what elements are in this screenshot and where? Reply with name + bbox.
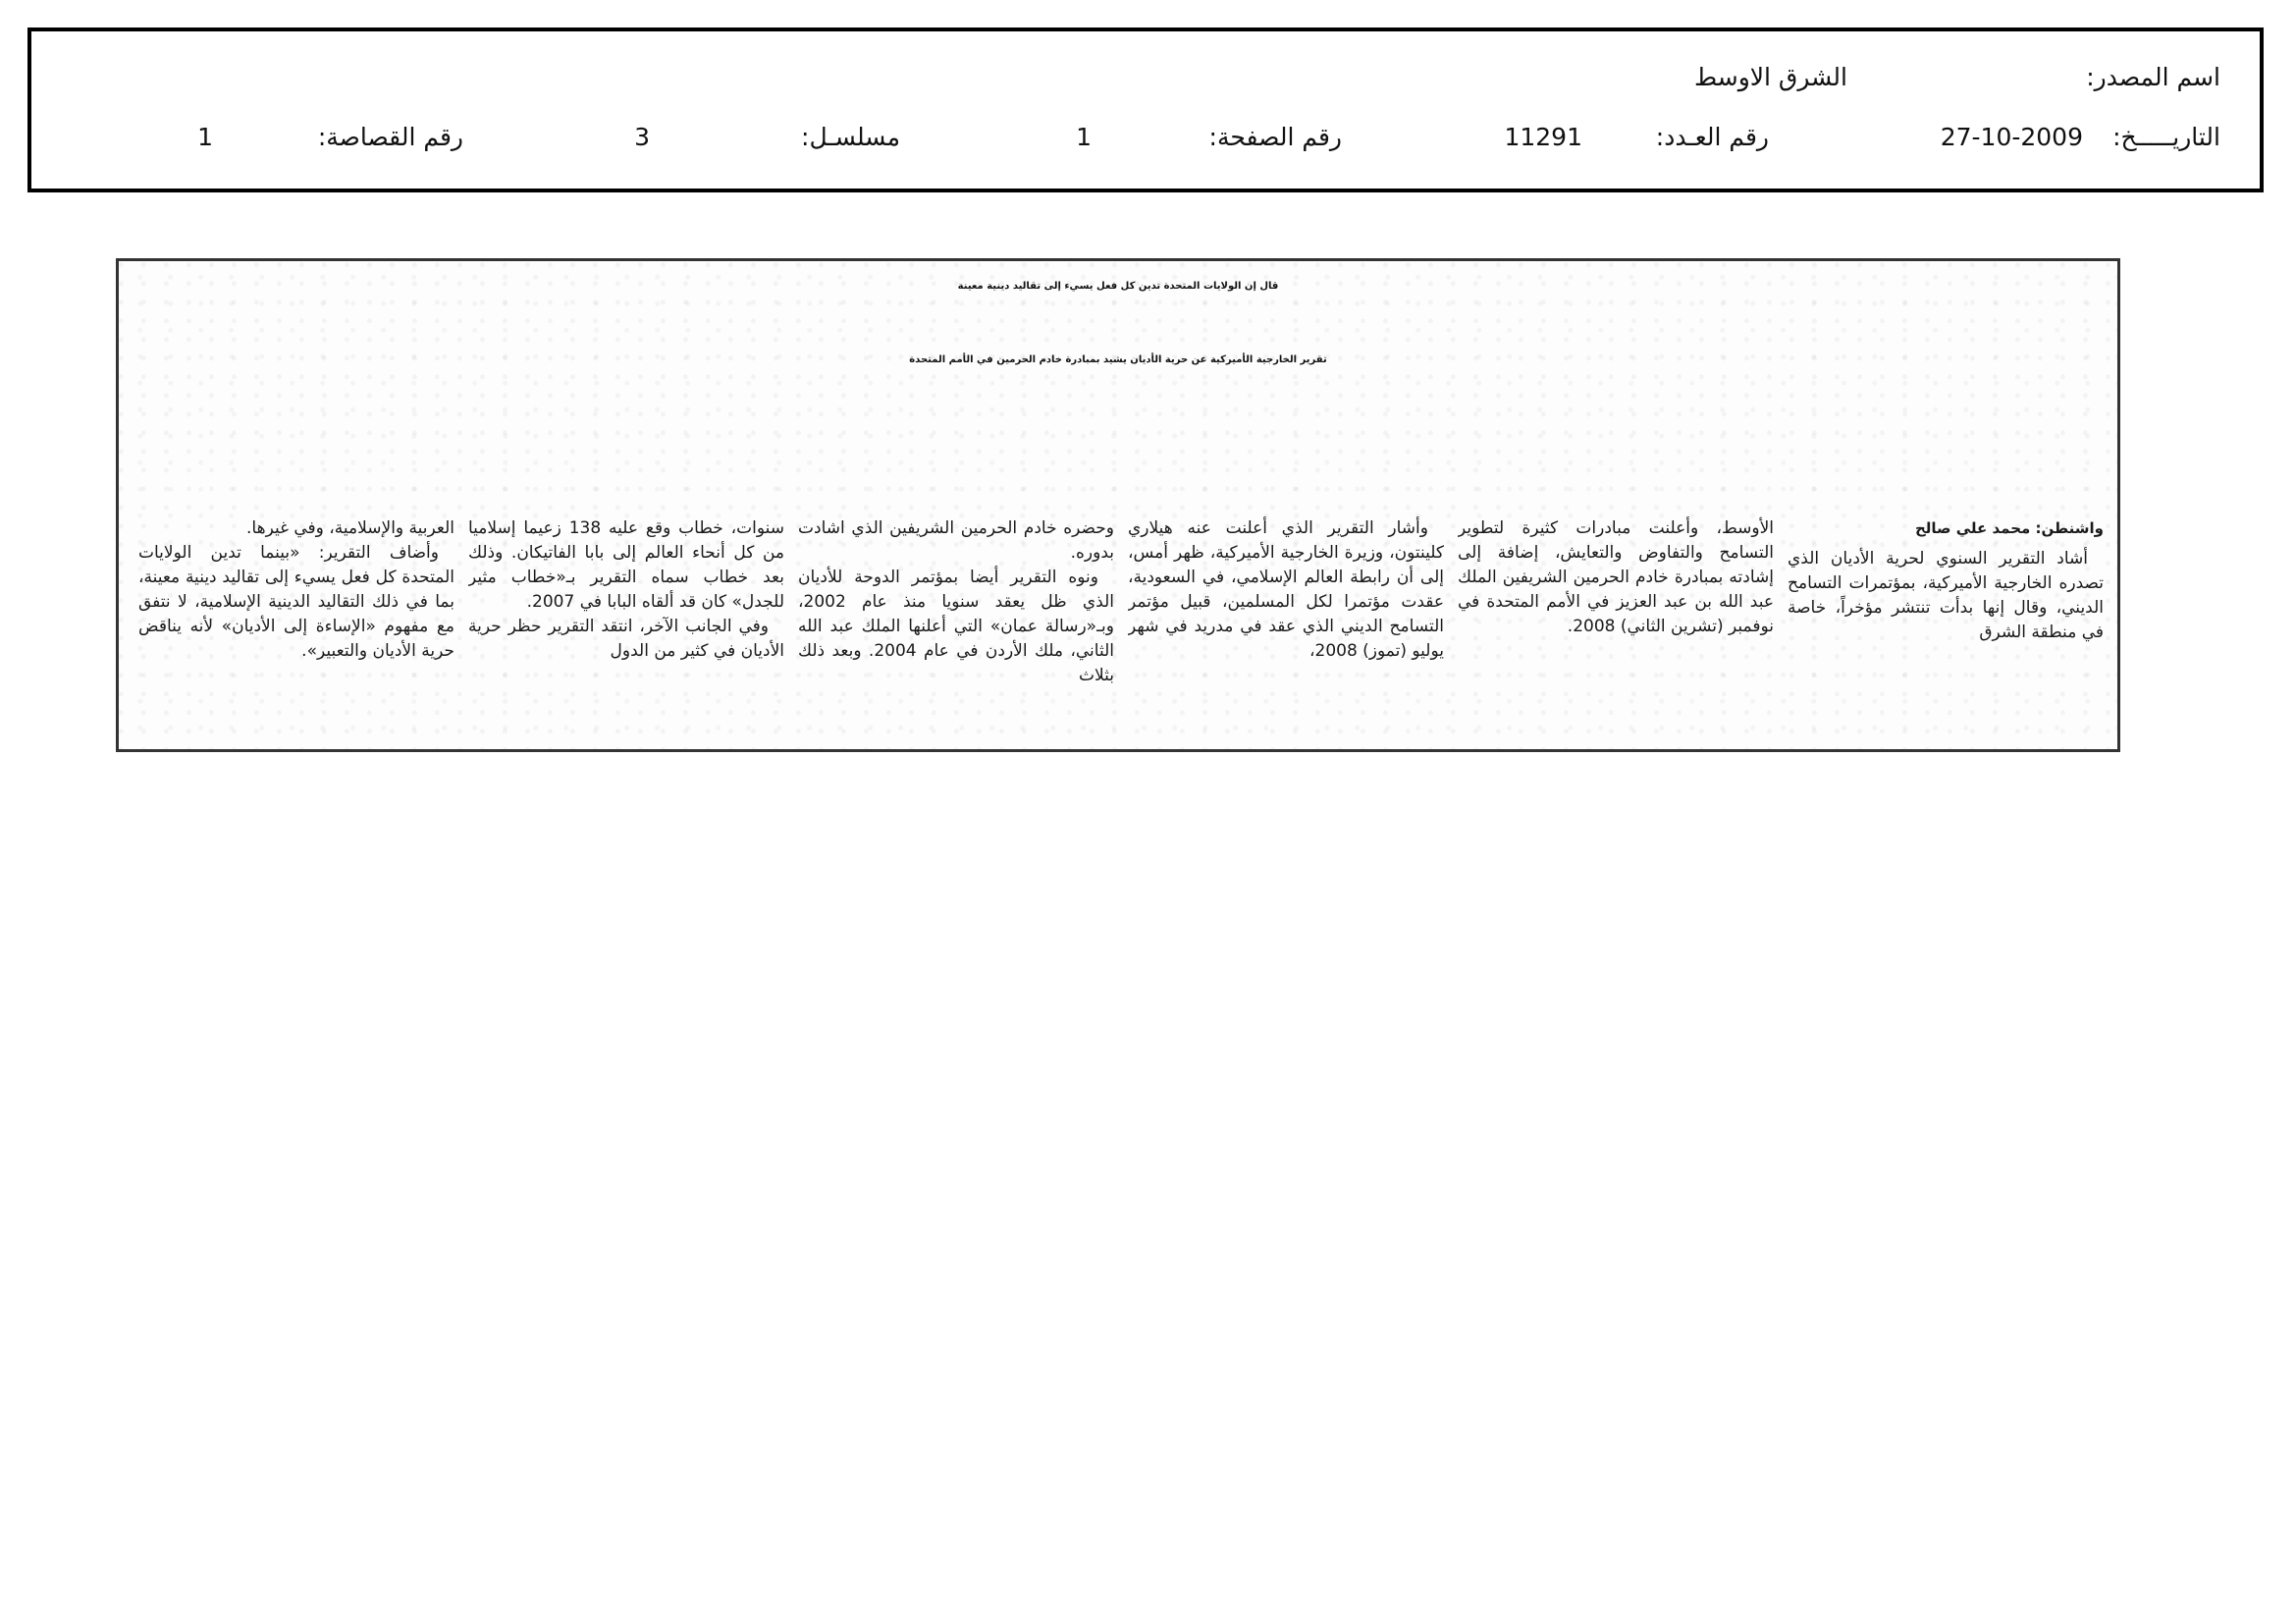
issue-value: 11291 [1504, 123, 1582, 151]
article-column-2 [1458, 516, 1774, 744]
date-label: التاريـــــخ: [2112, 123, 2220, 151]
page-number-value: 1 [1076, 123, 1092, 151]
source-value: الشرق الاوسط [1694, 63, 1847, 91]
article-paragraph: الأوسط، وأعلنت مبادرات كثيرة لتطوير التسامح والتفاوض والتعايش، إضافة إلى إشادته بمبادرة خادم الحرمين الشريفين الملك عبد الله بن عبد العزيز في الأمم المتحدة في نوفمبر (تشرين الثاني) 2008. [1458, 518, 1774, 636]
article-column-4 [798, 516, 1114, 744]
newspaper-clipping [116, 258, 2120, 752]
article-paragraph: أشاد التقرير السنوي لحرية الأديان الذي تصدره الخارجية الأميركية، بمؤتمرات التسامح الديني، وقال إنها بدأت تنتشر مؤخراً، خاصة في منطقة الشرق [1788, 549, 2104, 642]
article-column-3 [1128, 516, 1444, 744]
clip-number-value: 1 [197, 123, 213, 151]
article-paragraph: وفي الجانب الآخر، انتقد التقرير حظر حرية الأديان في كثير من الدول [468, 617, 784, 661]
article-headline: تقرير الخارجية الأميركية عن حرية الأديان يشيد بمبادرة خادم الحرمين في الأمم المتحدة [909, 354, 1327, 365]
article-paragraph: ونوه التقرير أيضا بمؤتمر الدوحة للأديان الذي ظل يعقد سنويا منذ عام 2002، وبـ«رسالة عمان» التي أعلنها الملك عبد الله الثاني، ملك الأردن في عام 2004. وبعد ذلك بثلاث [798, 568, 1114, 685]
date-value: 27-10-2009 [1940, 123, 2083, 151]
serial-value: 3 [634, 123, 650, 151]
article-byline: واشنطن: محمد علي صالح [1914, 519, 2104, 537]
page-number-label: رقم الصفحة: [1208, 123, 1342, 151]
article-paragraph: وأشار التقرير الذي أعلنت عنه هيلاري كلينتون، وزيرة الخارجية الأميركية، ظهر أمس، إلى أن رابطة العالم الإسلامي، في السعودية، عقدت مؤتمرا لكل المسلمين، قبيل مؤتمر التسامح الديني الذي عقد في مدريد في شهر يوليو (تموز) 2008، [1128, 518, 1444, 661]
article-paragraph: وأضاف التقرير: «بينما تدين الولايات المتحدة كل فعل يسيء إلى تقاليد دينية معينة، بما في ذلك التقاليد الدينية الإسلامية، لا نتفق مع مفهوم «الإساءة إلى الأديان» لأنه يناقض حرية الأديان والتعبير». [138, 543, 454, 661]
article-paragraph: سنوات، خطاب وقع عليه 138 زعيما إسلاميا من كل أنحاء العالم إلى بابا الفاتيكان. وذلك بعد خطاب سماه التقرير بـ«خطاب مثير للجدل» كان قد ألقاه البابا في 2007. [468, 518, 784, 612]
article-column-1 [1788, 516, 2104, 744]
article-paragraph: وحضره خادم الحرمين الشريفين الذي اشادت بدوره. [798, 518, 1114, 563]
article-columns [138, 516, 2104, 744]
serial-label: مسلسـل: [801, 123, 900, 151]
article-kicker: قال إن الولايات المتحدة تدين كل فعل يسيء إلى تقاليد دينية معينة [957, 281, 1279, 292]
article-column-6 [138, 516, 454, 744]
issue-label: رقم العـدد: [1655, 123, 1769, 151]
source-info-box [27, 27, 2264, 192]
article-paragraph: العربية والإسلامية، وفي غيرها. [246, 518, 454, 538]
article-column-5 [468, 516, 784, 744]
clip-number-label: رقم القصاصة: [317, 123, 463, 151]
source-label: اسم المصدر: [2086, 63, 2220, 91]
